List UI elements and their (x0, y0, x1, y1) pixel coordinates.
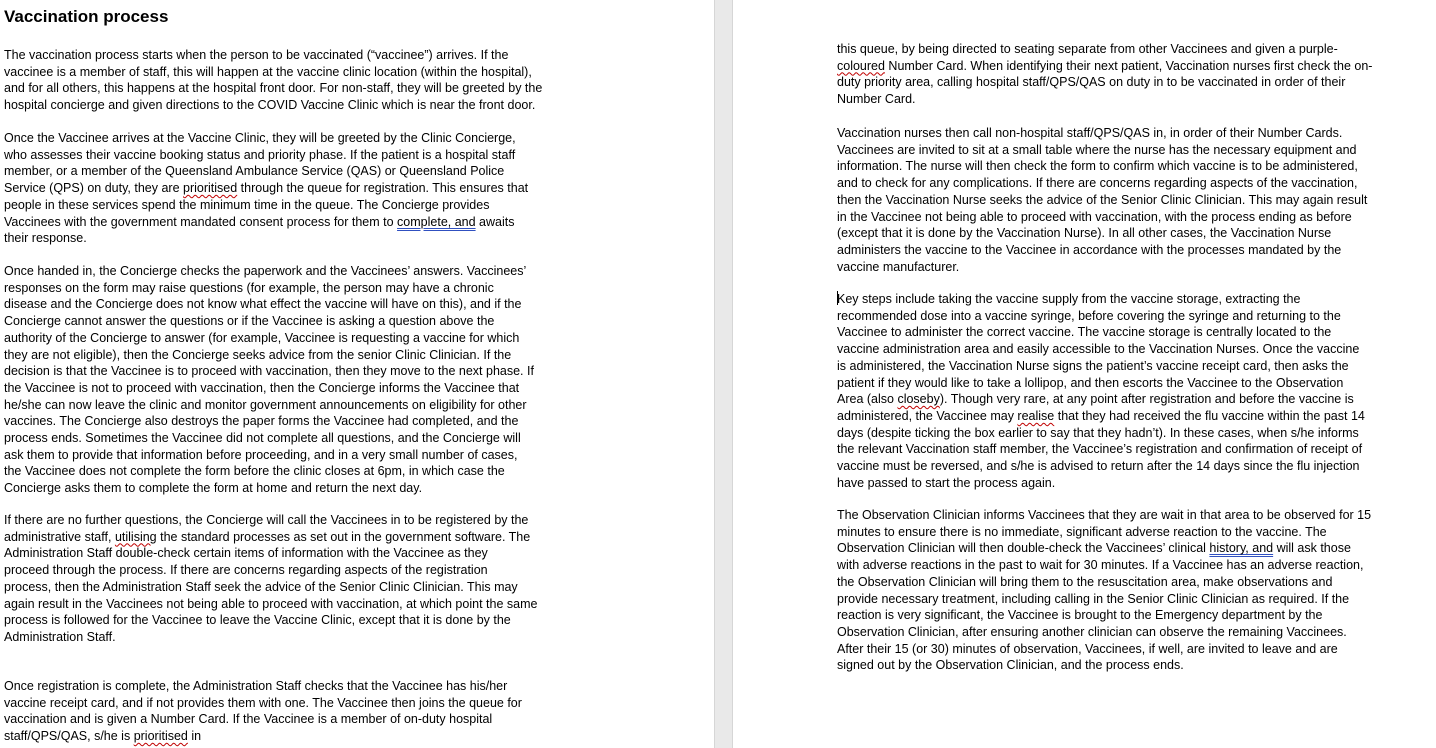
text-line (4, 480, 534, 497)
document-page-right[interactable] (733, 0, 1436, 748)
text-run: process is followed for the Vaccinee to leave the Vaccine Clinic, except that it is done by the (4, 613, 511, 628)
text-line (837, 41, 1372, 58)
text-run: vaccine administration area and easily accessible to the Vaccination Nurses. Once the vaccine (837, 342, 1360, 357)
document-page-left[interactable] (0, 0, 714, 748)
spelling-flag: realise (1017, 408, 1055, 423)
text-line (4, 380, 534, 397)
text-line (4, 579, 537, 596)
text-run: the Vaccinee does not complete the form before the clinic closes at 6pm, in which case the (4, 464, 505, 479)
text-run: through the queue for registration. This ensures that (237, 181, 529, 196)
text-line (837, 408, 1365, 425)
text-run: Vaccinees are invited to sit at a small table where the nurse has the necessary equipment and (837, 142, 1357, 157)
text-run: responses on the form may raise questions (for example, the person may have a chronic (4, 280, 494, 295)
text-run: vaccination and is given a Number Card. If the Vaccinee is a member of on-duty hospital (4, 712, 493, 727)
text-run: vaccine receipt card, and if not provides them with one. The Vaccinee then joins the queue for (4, 695, 522, 710)
text-line (837, 475, 1365, 492)
text-line (837, 441, 1365, 458)
text-line (4, 512, 537, 529)
text-run: Concierge asks them to complete the form at home and return the next day. (4, 481, 423, 496)
text-line (4, 596, 537, 613)
text-line (837, 375, 1365, 392)
text-line (837, 425, 1365, 442)
grammar-flag: history, and (1209, 541, 1274, 556)
document-title: Vaccination process (4, 7, 169, 26)
text-run: administrative staff, (4, 529, 115, 544)
spelling-flag: coloured (837, 58, 885, 73)
text-run: Once registration is complete, the Administration Staff checks that the Vaccinee has his/her (4, 679, 508, 693)
text-run: Once handed in, the Concierge checks the paperwork and the Vaccinees’ answers. Vaccinees’ (4, 264, 527, 278)
text-line (837, 507, 1371, 524)
text-line (4, 629, 537, 646)
text-line (4, 147, 528, 164)
text-run: and for all others, this happens at the hospital front door. For non-staff, they will be greeted by the (4, 81, 543, 96)
text-run: patient if they would like to take a lollipop, and then escorts the Vaccinee to the Observation (837, 375, 1344, 390)
text-run: disease and the Concierge does not know what effect the vaccine will have on this), and if the (4, 297, 522, 312)
text-line (837, 591, 1371, 608)
text-line (4, 280, 534, 297)
text-line (4, 97, 542, 114)
text-line (837, 391, 1365, 408)
text-run: Vaccination nurses then call non-hospital staff/QPS/QAS in, in order of their Number Cards. (837, 126, 1343, 140)
text-run: If there are no further questions, the Concierge will call the Vaccinees in to be registered by the (4, 513, 529, 527)
text-run: recommended dose into a vaccine syringe, before covering the syringe and returning to the (837, 308, 1341, 323)
text-run: vaccine manufacturer. (837, 259, 960, 274)
text-run: Observation Clinician will then double-check the Vaccinees’ clinical (837, 541, 1210, 556)
text-run: decision is that the Vaccinee is to proceed with vaccination, then they move to the next phase. If (4, 364, 534, 379)
spelling-flag: prioritised (183, 181, 238, 196)
text-run: process ends. Sometimes the Vaccinee did not complete all questions, and the Concierge will (4, 431, 521, 446)
text-run: is administered, the Vaccination Nurse signs the patient’s vaccine receipt card, then asks the (837, 358, 1349, 373)
text-run: awaits (475, 214, 515, 229)
text-line (837, 540, 1371, 557)
text-line (837, 58, 1372, 75)
text-run: Key steps include taking the vaccine supply from the vaccine storage, extracting the (837, 292, 1301, 306)
text-line (4, 397, 534, 414)
text-run: process, then the Administration Staff seek the advice of the Senior Clinic Clinician. This may (4, 579, 518, 594)
text-run: Vaccinees with the government mandated consent process for them to (4, 214, 398, 229)
text-run: have passed to start the process again. (837, 475, 1056, 490)
text-run: their response. (4, 231, 87, 246)
text-line (4, 695, 522, 712)
text-run: (except that it is done by the Vaccination Nurse). In all other cases, the Vaccination Nurse (837, 226, 1332, 241)
text-line (4, 447, 534, 464)
text-run: then the Vaccination Nurse seeks the advice of the Senior Clinic Clinician. This may again result (837, 192, 1368, 207)
text-run: who assesses their vaccine booking status and priority phase. If the patient is a hospital staff (4, 147, 516, 162)
text-line (837, 524, 1371, 541)
text-line (4, 562, 537, 579)
text-run: Once the Vaccinee arrives at the Vaccine Clinic, they will be greeted by the Clinic Concierge, (4, 131, 516, 145)
text-line (4, 413, 534, 430)
text-run: proceed through the process. If there are concerns regarding aspects of the registration (4, 563, 488, 578)
text-run: ask them to provide that information before proceeding, and in a very small number of cases, (4, 447, 518, 462)
text-line (837, 291, 1365, 308)
text-line (837, 657, 1371, 674)
text-run: Service (QPS) on duty, they are (4, 181, 184, 196)
text-run: administers the vaccine to the Vaccinee in accordance with the processes mandated by the (837, 242, 1342, 257)
paragraph (4, 130, 528, 247)
text-run: they are not eligible), then the Concierge seeks advice from the senior Clinic Clinician. If the (4, 347, 512, 362)
text-line (4, 463, 534, 480)
text-run: the Observation Clinician will bring them to the resuscitation area, make observations and (837, 574, 1333, 589)
page-gutter (714, 0, 733, 748)
text-run: vaccinee is a member of staff, this will happen at the vaccine clinic location (within the hospital), (4, 64, 532, 79)
text-run: minutes to ensure there is no immediate, significant adverse reaction to the vaccine. The (837, 524, 1327, 539)
spelling-flag: prioritised (133, 729, 188, 744)
paragraph (4, 678, 522, 745)
text-line (4, 529, 537, 546)
paragraph (4, 512, 537, 646)
text-run: vaccines. The Concierge also destroys the paper forms the Vaccinee had completed, and the (4, 414, 519, 429)
text-run: he/she can now leave the clinic and monitor government announcements on eligibility for other (4, 397, 527, 412)
text-run: and to check for any complications. If there are concerns regarding aspects of the vaccination, (837, 176, 1358, 191)
text-run: ). Though very rare, at any point after registration and before the vaccine is (939, 392, 1354, 407)
text-line (837, 607, 1371, 624)
text-run: the Vaccinee is not to proceed with vaccination, then the Concierge informs the Vaccinee that (4, 380, 520, 395)
text-run: in (187, 729, 202, 744)
paragraph (4, 47, 542, 114)
text-line (4, 263, 534, 280)
text-line (837, 175, 1367, 192)
text-run: will ask those (1273, 541, 1351, 556)
text-line (4, 330, 534, 347)
text-run: Concierge cannot answer the questions or if the Vaccinee is asking a question above the (4, 314, 495, 329)
text-line (837, 324, 1365, 341)
text-line (837, 641, 1371, 658)
text-run: The Observation Clinician informs Vaccinees that they are wait in that area to be observed for 15 (837, 508, 1372, 522)
text-run: authority of the Concierge to answer (for example, Vaccinee is requesting a vaccine for which (4, 330, 520, 345)
text-line (4, 313, 534, 330)
text-run: with adverse reactions in the past to wait for 30 minutes. If a Vaccinee has an adverse reaction, (837, 558, 1364, 573)
text-run: this queue, by being directed to seating separate from other Vaccinees and given a purple- (837, 42, 1338, 56)
paragraph (837, 41, 1372, 108)
text-line (4, 130, 528, 147)
text-line (4, 180, 528, 197)
text-run: reaction is very significant, the Vaccinee is brought to the Emergency department by the (837, 608, 1323, 623)
paragraph (837, 291, 1365, 491)
grammar-flag: complete, and (397, 214, 476, 229)
text-line (837, 557, 1371, 574)
text-run: Number Card. When identifying their next patient, Vaccination nurses first check the on- (884, 58, 1373, 73)
text-line (4, 347, 534, 364)
text-run: The vaccination process starts when the person to be vaccinated (“vaccinee”) arrives. If the (4, 48, 509, 62)
text-run: Administration Staff. (4, 629, 116, 644)
text-run: After their 15 (or 30) minutes of observation, Vaccinees, if well, are invited to leave and are (837, 641, 1338, 656)
text-run: provide necessary treatment, including calling in the Senior Clinic Clinician as required. If the (837, 591, 1350, 606)
text-line (837, 308, 1365, 325)
text-line (4, 163, 528, 180)
text-line (4, 430, 534, 447)
text-line (837, 91, 1372, 108)
text-line (4, 678, 522, 695)
spelling-flag: utilising (114, 529, 157, 544)
text-line (4, 197, 528, 214)
text-line (4, 64, 542, 81)
text-line (837, 458, 1365, 475)
text-run: hospital concierge and given directions to the COVID Vaccine Clinic which is near the front door. (4, 98, 536, 113)
text-line (837, 259, 1367, 276)
text-run: Number Card. (837, 92, 916, 107)
text-run: duty priority area, calling hospital staff/QPS/QAS on duty in to be vaccinated in order of their (837, 75, 1346, 90)
text-line (837, 225, 1367, 242)
text-run: people in these services spend the minimum time in the queue. The Concierge provides (4, 197, 490, 212)
text-line (837, 209, 1367, 226)
text-run: days (despite ticking the box earlier to say that they hadn’t). In these cases, when s/he informs (837, 425, 1359, 440)
text-line (4, 214, 528, 231)
text-run: Vaccinee to administer the correct vaccine. The vaccine storage is centrally located to the (837, 325, 1332, 340)
text-line (837, 574, 1371, 591)
text-line (837, 624, 1371, 641)
spelling-flag: closeby (897, 392, 940, 407)
text-line (4, 612, 537, 629)
text-line (4, 728, 522, 745)
paragraph (837, 507, 1371, 674)
paragraph (837, 125, 1367, 275)
text-line (837, 242, 1367, 259)
text-run: signed out by the Observation Clinician, and the process ends. (837, 658, 1184, 673)
text-line (4, 363, 534, 380)
text-line (4, 230, 528, 247)
text-line (837, 125, 1367, 142)
text-line (4, 80, 542, 97)
text-line (4, 711, 522, 728)
text-run: Administration Staff double-check certain items of information with the Vaccinee as they (4, 546, 488, 561)
text-line (4, 296, 534, 313)
text-run: in the Vaccinee not being able to proceed with vaccination, with the process ending as before (837, 209, 1352, 224)
text-run: the relevant Vaccination staff member, the Vaccinee’s registration and confirmation of receipt of (837, 442, 1363, 457)
text-run: information. The nurse will then check the form to confirm which vaccine is to be administered, (837, 159, 1358, 174)
text-run: again result in the Vaccinees not being able to proceed with vaccination, at which point the same (4, 596, 538, 611)
text-line (4, 47, 542, 64)
text-run: the standard processes as set out in the government software. The (156, 529, 531, 544)
text-line (837, 341, 1365, 358)
text-line (837, 74, 1372, 91)
text-line (837, 358, 1365, 375)
text-line (4, 545, 537, 562)
text-run: member, or a member of the Queensland Ambulance Service (QAS) or Queensland Police (4, 164, 505, 179)
text-run: that they had received the flu vaccine within the past 14 (1054, 408, 1365, 423)
text-line (837, 142, 1367, 159)
text-line (837, 192, 1367, 209)
text-run: vaccine must be reversed, and s/he is advised to return after the 14 days since the flu injection (837, 459, 1360, 474)
paragraph (4, 263, 534, 497)
text-run: Observation Clinician, after ensuring another clinician can observe the remaining Vaccinees. (837, 624, 1347, 639)
text-run: staff/QPS/QAS, s/he is (4, 729, 134, 744)
text-line (837, 158, 1367, 175)
text-run: Area (also (837, 392, 898, 407)
text-run: administered, the Vaccinee may (837, 408, 1018, 423)
